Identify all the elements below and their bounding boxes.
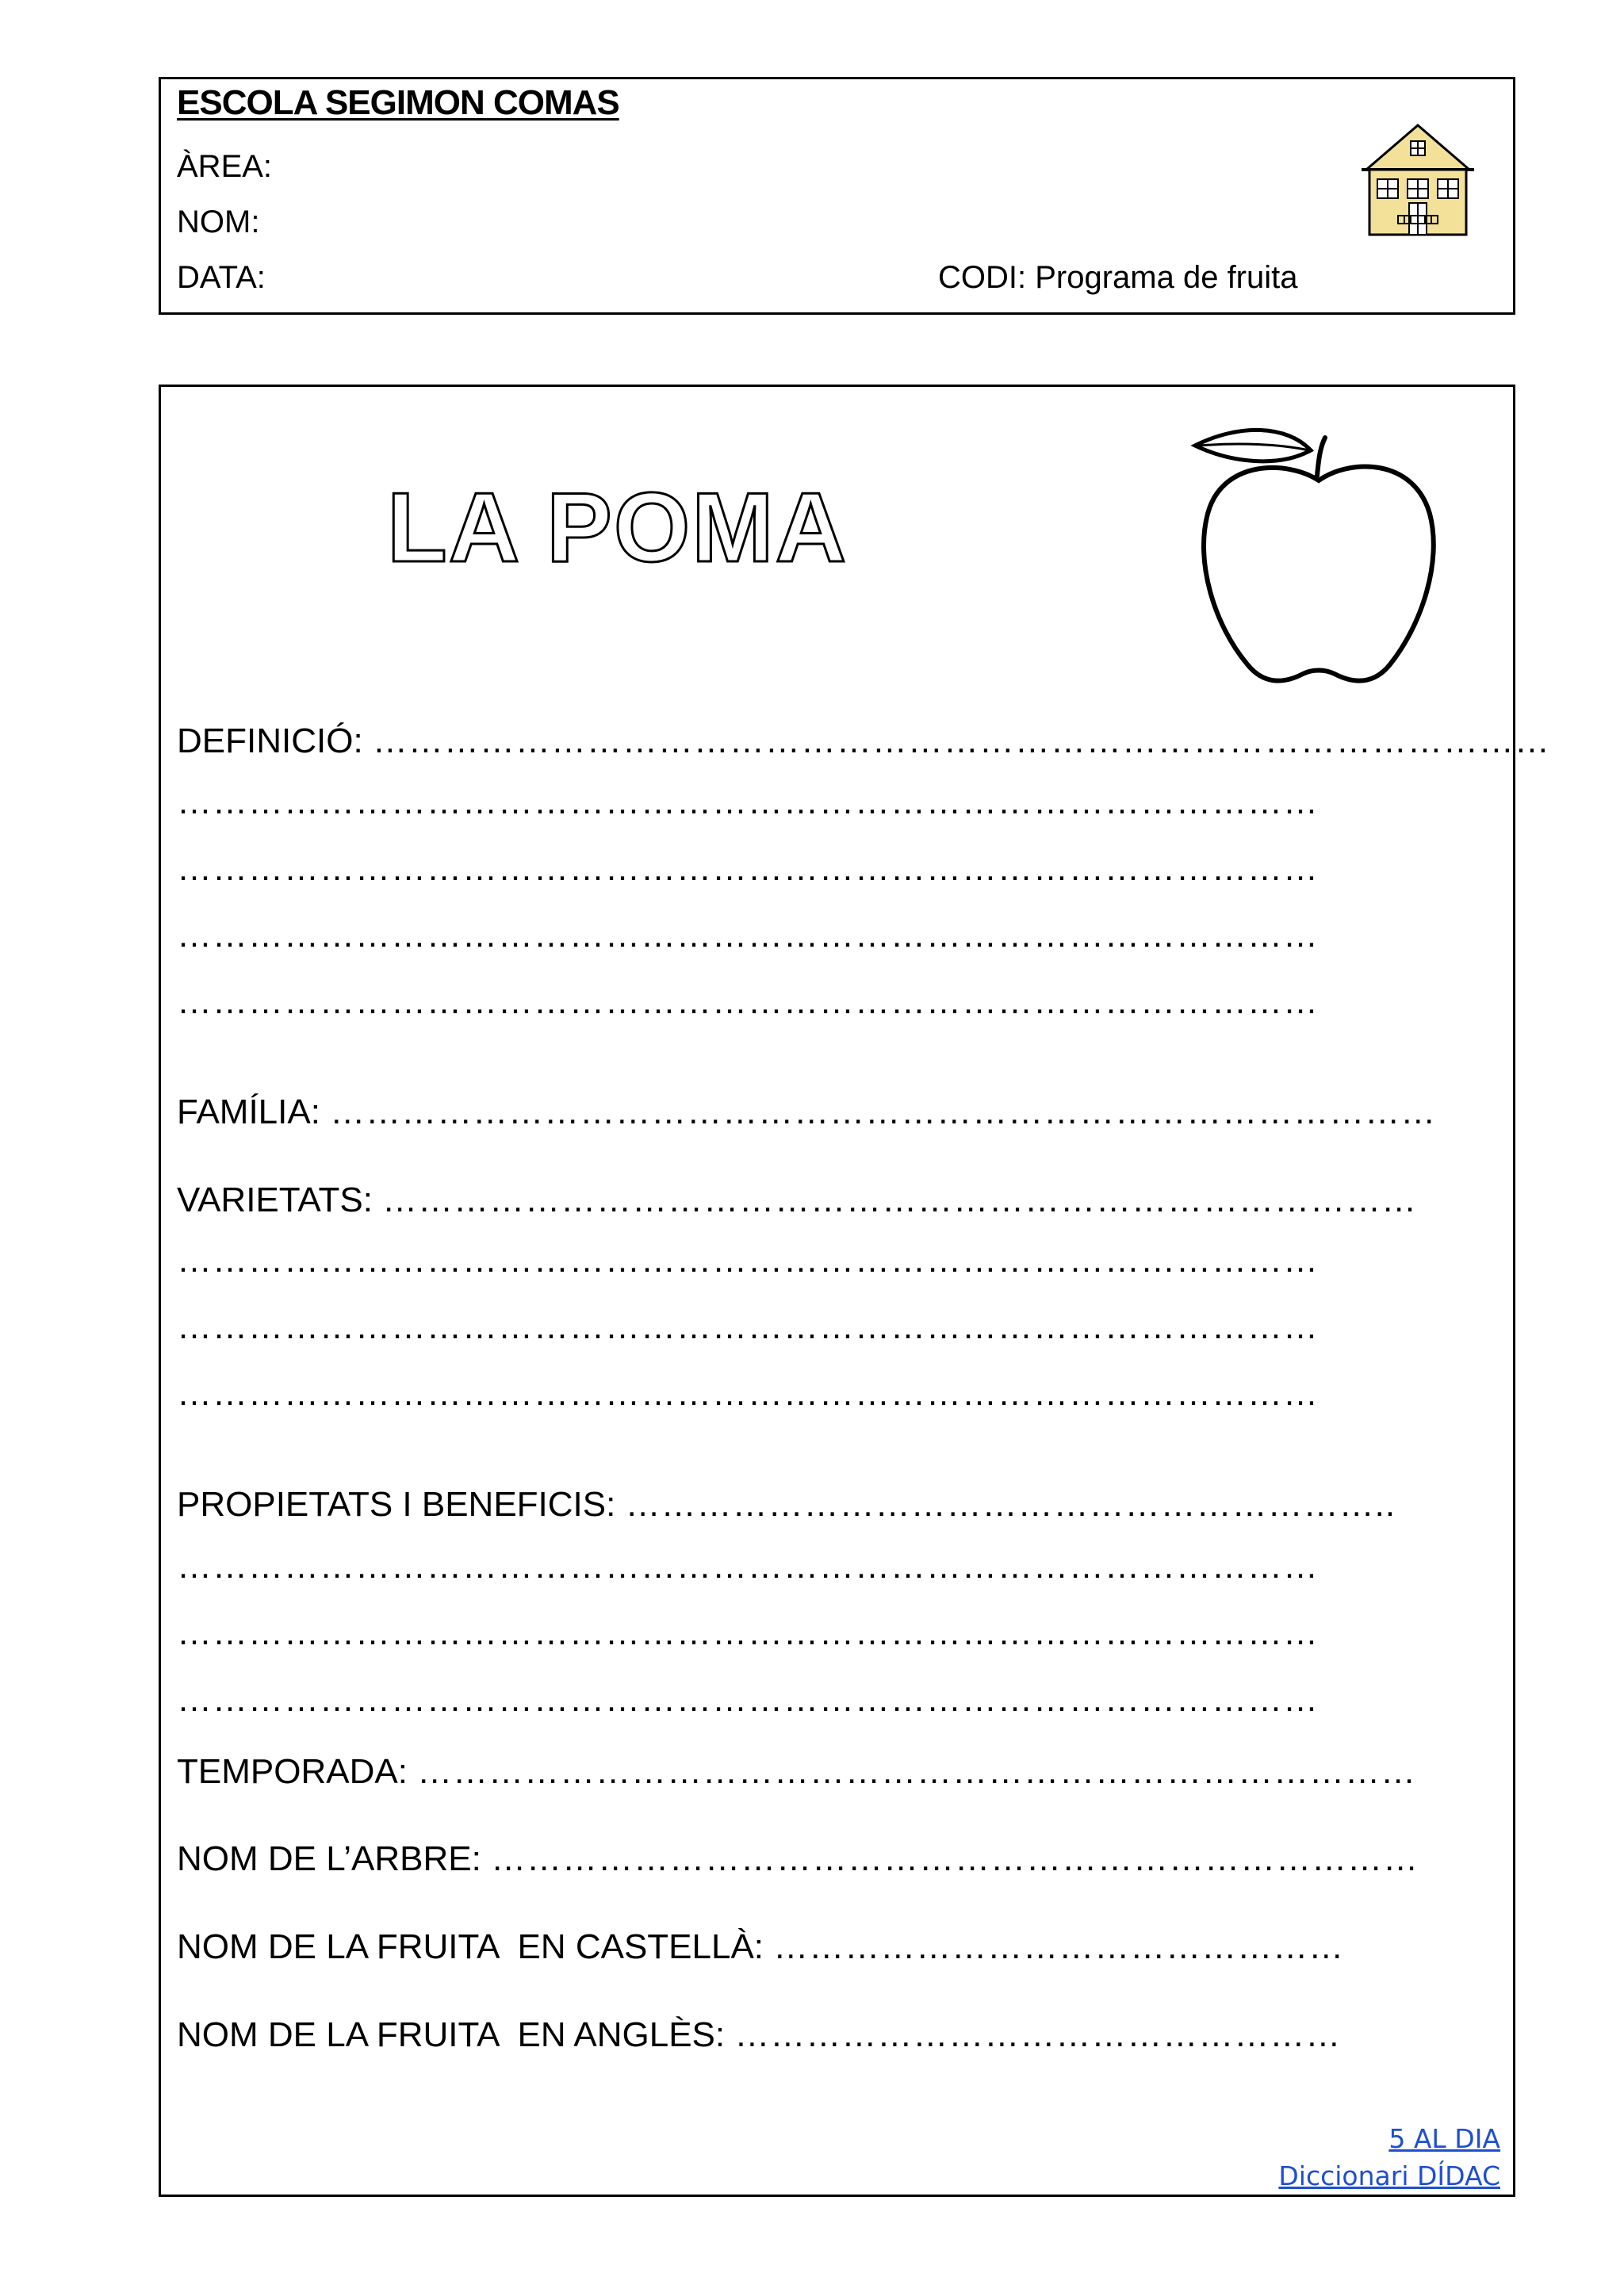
fill-line: …………………………………………………………………………………… (177, 1307, 1319, 1346)
fill-line: ……………………………………………………………………………………… (372, 721, 1550, 760)
field-angles-label: NOM DE LA FRUITA EN ANGLÈS: (177, 2015, 726, 2054)
house-icon (1358, 121, 1477, 239)
fill-line: …………………………………………………………………… (491, 1839, 1419, 1878)
fill-line: ……………………………………………………….. (625, 1485, 1396, 1524)
field-varietats (177, 1183, 1417, 1218)
field-definicio-label: DEFINICIÓ: (177, 721, 363, 760)
fill-line: …………………………………………… (734, 2015, 1342, 2054)
field-varietats-label: VARIETATS: (177, 1181, 373, 1219)
field-familia (177, 1095, 1436, 1130)
fill-line: ………………………………………………………………………………… (330, 1093, 1437, 1131)
field-temporada-label: TEMPORADA: (177, 1752, 408, 1791)
reference-link-diccionari[interactable]: Diccionari DÍDAC (1278, 2160, 1500, 2191)
reference-link-5-al-dia[interactable]: 5 AL DIA (1388, 2123, 1500, 2154)
fill-line: …………………………………………………………………………………… (177, 1680, 1319, 1719)
nom-label: NOM: (177, 205, 260, 239)
area-label: ÀREA: (177, 149, 273, 184)
header-box (159, 77, 1515, 315)
school-name: ESCOLA SEGIMON COMAS (177, 83, 619, 122)
fill-line: …………………………………………………………………………… (382, 1181, 1418, 1219)
field-propietats-label: PROPIETATS I BENEFICIS: (177, 1485, 616, 1524)
field-castella (177, 1927, 1345, 1966)
page-title-text: LA POMA (387, 473, 848, 576)
field-arbre-label: NOM DE L’ARBRE: (177, 1839, 481, 1878)
fill-line: …………………………………………………………………………………… (177, 849, 1319, 888)
field-castella-label: NOM DE LA FRUITA EN CASTELLÀ: (177, 1927, 764, 1966)
fill-line: …………………………………………………………………………………… (177, 1547, 1319, 1586)
fill-line: …………………………………………………………………………………… (177, 783, 1319, 821)
apple-icon (1184, 411, 1446, 696)
fill-line: …………………………………………………………………………………… (177, 1241, 1319, 1280)
field-propietats (177, 1487, 1396, 1522)
codi-label: CODI: Programa de fruita (938, 260, 1298, 295)
fill-line: …………………………………………………………………………………… (177, 1374, 1319, 1413)
field-angles (177, 2015, 1342, 2054)
field-definicio (177, 721, 1550, 760)
main-box (159, 385, 1550, 2197)
fill-line: ………………………………………… (773, 1927, 1345, 1966)
field-arbre (177, 1839, 1419, 1878)
fill-line: …………………………………………………………………………………… (177, 1613, 1319, 1652)
fill-line: …………………………………………………………………………………… (177, 916, 1319, 955)
fill-line: …………………………………………………………………………………… (177, 982, 1319, 1021)
page-title (387, 473, 910, 576)
fill-line: ………………………………………………………………………… (417, 1752, 1417, 1791)
field-familia-label: FAMÍLIA: (177, 1093, 320, 1131)
data-label: DATA: (177, 260, 266, 295)
field-temporada (177, 1752, 1417, 1791)
